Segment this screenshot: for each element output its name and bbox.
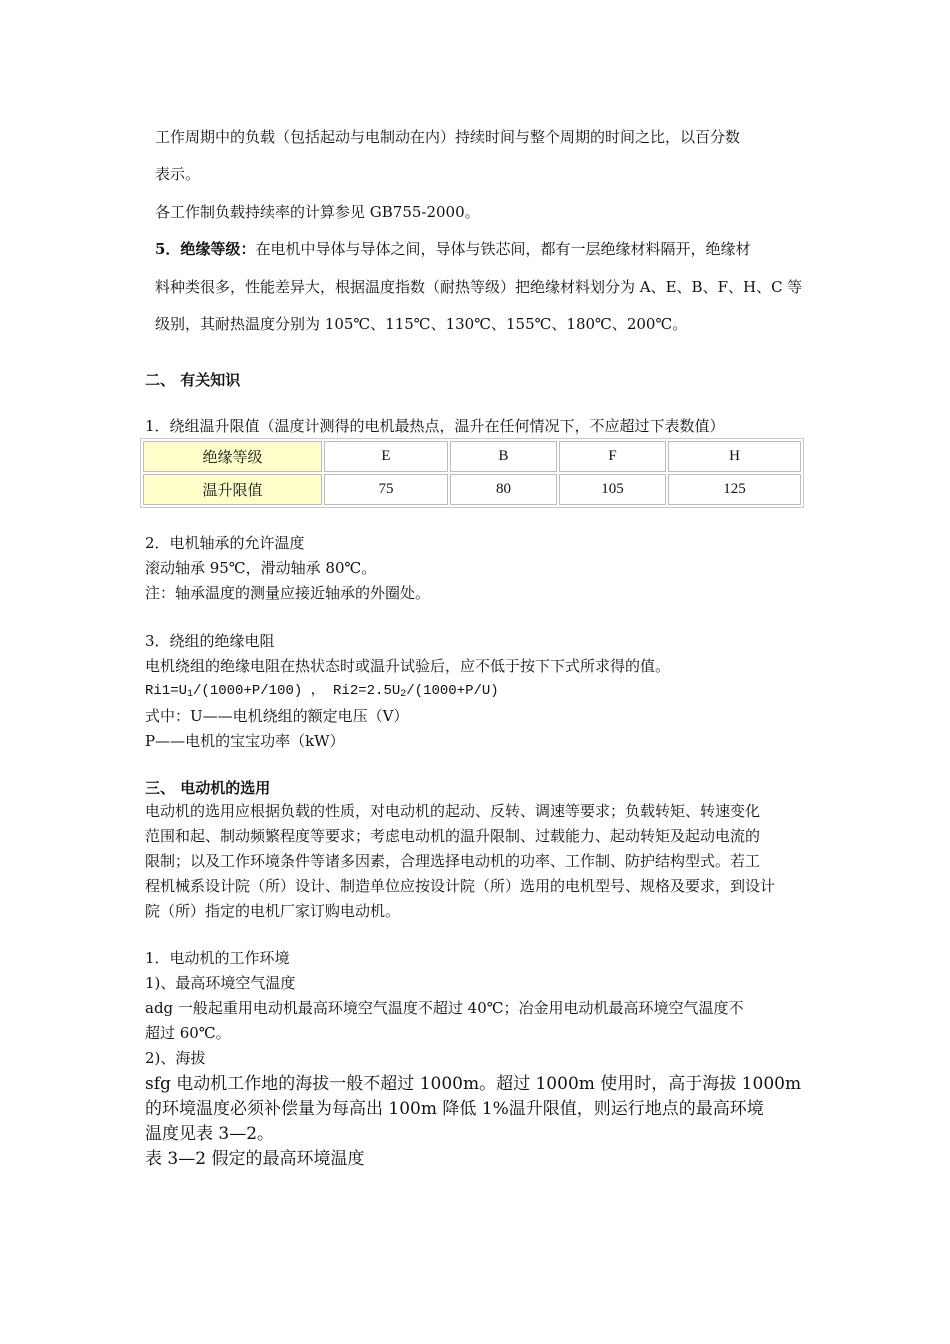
table-cell: H bbox=[668, 441, 801, 472]
list-item-heading: 1)、最高环境空气温度 bbox=[145, 974, 296, 992]
paragraph-line: 范围和起、制动频繁程度等要求；考虑电动机的温升限制、过载能力、起动转矩及起动电流的 bbox=[145, 827, 761, 845]
paragraph-line: 院（所）指定的电机厂家订购电动机。 bbox=[145, 902, 401, 920]
table-header-cell: 温升限值 bbox=[143, 474, 322, 505]
paragraph-line bbox=[155, 239, 750, 259]
section-heading: 三、 电动机的选用 bbox=[145, 779, 271, 797]
paragraph-line: 温度见表 3—2。 bbox=[145, 1124, 275, 1144]
section-heading: 二、 有关知识 bbox=[145, 371, 241, 389]
table-header-cell: 绝缘等级 bbox=[143, 441, 322, 472]
paragraph-line: P——电机的宝宝功率（kW） bbox=[145, 732, 345, 750]
paragraph-line: 级别，其耐热温度分别为 105℃、115℃、130℃、155℃、180℃、200℃。 bbox=[155, 315, 688, 333]
paragraph-text: 在电机中导体与导体之间，导体与铁芯间，都有一层绝缘材料隔开，绝缘材 bbox=[255, 240, 751, 258]
paragraph-line: 超过 60℃。 bbox=[145, 1024, 231, 1042]
table-cell: 75 bbox=[324, 474, 448, 505]
list-item-heading: 2．电机轴承的允许温度 bbox=[145, 534, 305, 552]
paragraph-line: 料种类很多，性能差异大，根据温度指数（耐热等级）把绝缘材料划分为 A、E、B、F、H、C 等 bbox=[155, 278, 803, 296]
table-cell: B bbox=[450, 441, 557, 472]
formula-part: /(1000+P/U) bbox=[406, 683, 499, 699]
paragraph-line: adg 一般起重用电动机最高环境空气温度不超过 40℃；冶金用电动机最高环境空气温度不 bbox=[145, 999, 744, 1017]
paragraph-line: 式中：U——电机绕组的额定电压（V） bbox=[145, 707, 409, 725]
table-cell: 105 bbox=[559, 474, 666, 505]
insulation-class-label: 5．绝缘等级： bbox=[155, 240, 256, 258]
paragraph-line: 注：轴承温度的测量应接近轴承的外圈处。 bbox=[145, 584, 431, 602]
temperature-rise-table bbox=[140, 438, 804, 508]
formula-subscript: 1 bbox=[187, 689, 194, 700]
paragraph-line: 限制；以及工作环境条件等诸多因素，合理选择电动机的功率、工作制、防护结构型式。若工 bbox=[145, 852, 761, 870]
paragraph-line: 的环境温度必须补偿量为每高出 100m 降低 1%温升限值，则运行地点的最高环境 bbox=[145, 1099, 764, 1119]
list-item-heading: 3．绕组的绝缘电阻 bbox=[145, 632, 275, 650]
table-caption: 表 3—2 假定的最高环境温度 bbox=[145, 1149, 365, 1169]
formula-part: Ri1=U bbox=[145, 683, 188, 699]
table-cell: F bbox=[559, 441, 666, 472]
list-item-heading: 1．绕组温升限值（温度计测得的电机最热点，温升在任何情况下，不应超过下表数值） bbox=[145, 417, 725, 435]
paragraph-line: 表示。 bbox=[155, 165, 201, 183]
paragraph-line: 程机械系设计院（所）设计、制造单位应按设计院（所）选用的电机型号、规格及要求，到设计 bbox=[145, 877, 776, 895]
paragraph-line: 滚动轴承 95℃，滑动轴承 80℃。 bbox=[145, 559, 377, 577]
table-cell: E bbox=[324, 441, 448, 472]
paragraph-line: 电动机的选用应根据负载的性质，对电动机的起动、反转、调速等要求；负载转矩、转速变化 bbox=[145, 802, 761, 820]
list-item-heading: 1．电动机的工作环境 bbox=[145, 949, 290, 967]
paragraph-line: sfg 电动机工作地的海拔一般不超过 1000m。超过 1000m 使用时，高于海拔 1000m bbox=[145, 1074, 802, 1094]
formula-line bbox=[145, 681, 499, 705]
table-cell: 80 bbox=[450, 474, 557, 505]
list-item-heading: 2)、海拔 bbox=[145, 1049, 206, 1067]
paragraph-line: 工作周期中的负载（包括起动与电制动在内）持续时间与整个周期的时间之比，以百分数 bbox=[155, 128, 741, 146]
paragraph-line: 电机绕组的绝缘电阻在热状态时或温升试验后，应不低于按下下式所求得的值。 bbox=[145, 657, 671, 675]
table-cell: 125 bbox=[668, 474, 801, 505]
formula-part: /(1000+P/100) ， Ri2=2.5U bbox=[193, 683, 401, 699]
formula-subscript: 2 bbox=[400, 689, 407, 700]
paragraph-line: 各工作制负载持续率的计算参见 GB755-2000。 bbox=[155, 203, 480, 221]
